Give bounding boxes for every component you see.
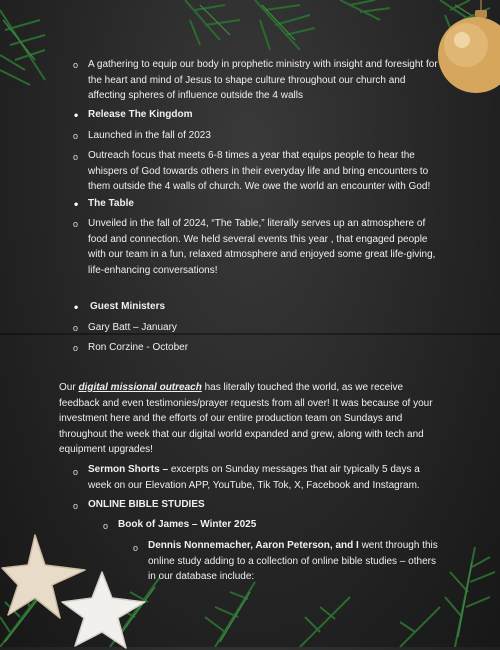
section-heading: Book of James – Winter 2025 bbox=[118, 519, 257, 530]
star-ornament-large-icon bbox=[0, 530, 95, 620]
hollow-bullet-icon: o bbox=[103, 521, 109, 531]
item-label: Dennis Nonnemacher, Aaron Peterson, and I bbox=[148, 540, 359, 551]
list-item: Launched in the fall of 2023 bbox=[88, 130, 211, 141]
outreach-paragraph bbox=[59, 380, 444, 458]
hollow-bullet-icon: o bbox=[73, 323, 79, 333]
list-item: Outreach focus that meets 6-8 times a year that equips people to hear the whispers of God towards others in their everyday life and bring encounters to them outside the 4 walls of church. We owe the world an encounter with God! bbox=[88, 150, 431, 192]
item-text: excerpts on Sunday messages that air typically 5 days a week on our Elevation APP, YouTube, Tik Tok, X, Facebook and Instagram. bbox=[88, 464, 420, 491]
page-divider bbox=[0, 333, 500, 335]
hollow-bullet-icon: o bbox=[133, 543, 139, 553]
list-item: Ron Corzine - October bbox=[88, 342, 189, 353]
hollow-bullet-icon: o bbox=[73, 501, 79, 511]
hollow-bullet-icon: o bbox=[73, 131, 79, 141]
item-text: went through this online study adding to a collection of online bible studies – others in our database include: bbox=[148, 540, 438, 582]
list-item bbox=[88, 462, 443, 493]
list-item: Gary Batt – January bbox=[88, 322, 177, 333]
section-heading: ONLINE BIBLE STUDIES bbox=[88, 499, 205, 510]
section-heading: The Table bbox=[88, 198, 134, 209]
section-heading: Release The Kingdom bbox=[88, 109, 193, 120]
hollow-bullet-icon: o bbox=[73, 152, 79, 162]
hollow-bullet-icon: o bbox=[73, 467, 79, 477]
bullet-icon: • bbox=[74, 300, 79, 314]
bullet-icon: • bbox=[74, 108, 79, 122]
list-item: A gathering to equip our body in prophetic ministry with insight and foresight for the heart and mind of Jesus to shape culture throughout our church and affecting spheres of influence outside the 4 walls bbox=[88, 59, 438, 101]
outreach-rest: has literally touched the world, as we receive feedback and even testimonies/prayer requests from all over! It was because of your investment here and the efforts of our entire production team on Sundays and throughout the week that our digital world expanded and grew, along with tech and equipment upgrades! bbox=[59, 382, 433, 455]
section-heading: Guest Ministers bbox=[90, 301, 166, 312]
hollow-bullet-icon: o bbox=[73, 219, 79, 229]
outreach-lead: Our bbox=[59, 382, 79, 393]
hollow-bullet-icon: o bbox=[73, 343, 79, 353]
gold-ornament-icon bbox=[436, 0, 500, 100]
list-item: Unveiled in the fall of 2024, “The Table,” literally serves up an atmosphere of food and connection. We held several events this year , that engaged people with our team in a fun, relaxed atmosphere and enjoyed some great life-giving, life-enhancing conversations! bbox=[88, 218, 436, 276]
item-label: Sermon Shorts – bbox=[88, 464, 171, 475]
star-ornament-small-icon bbox=[60, 570, 150, 650]
outreach-emphasis: digital missional outreach bbox=[78, 382, 202, 393]
list-item bbox=[148, 538, 438, 585]
hollow-bullet-icon: o bbox=[73, 60, 79, 70]
bullet-icon: • bbox=[74, 197, 79, 211]
